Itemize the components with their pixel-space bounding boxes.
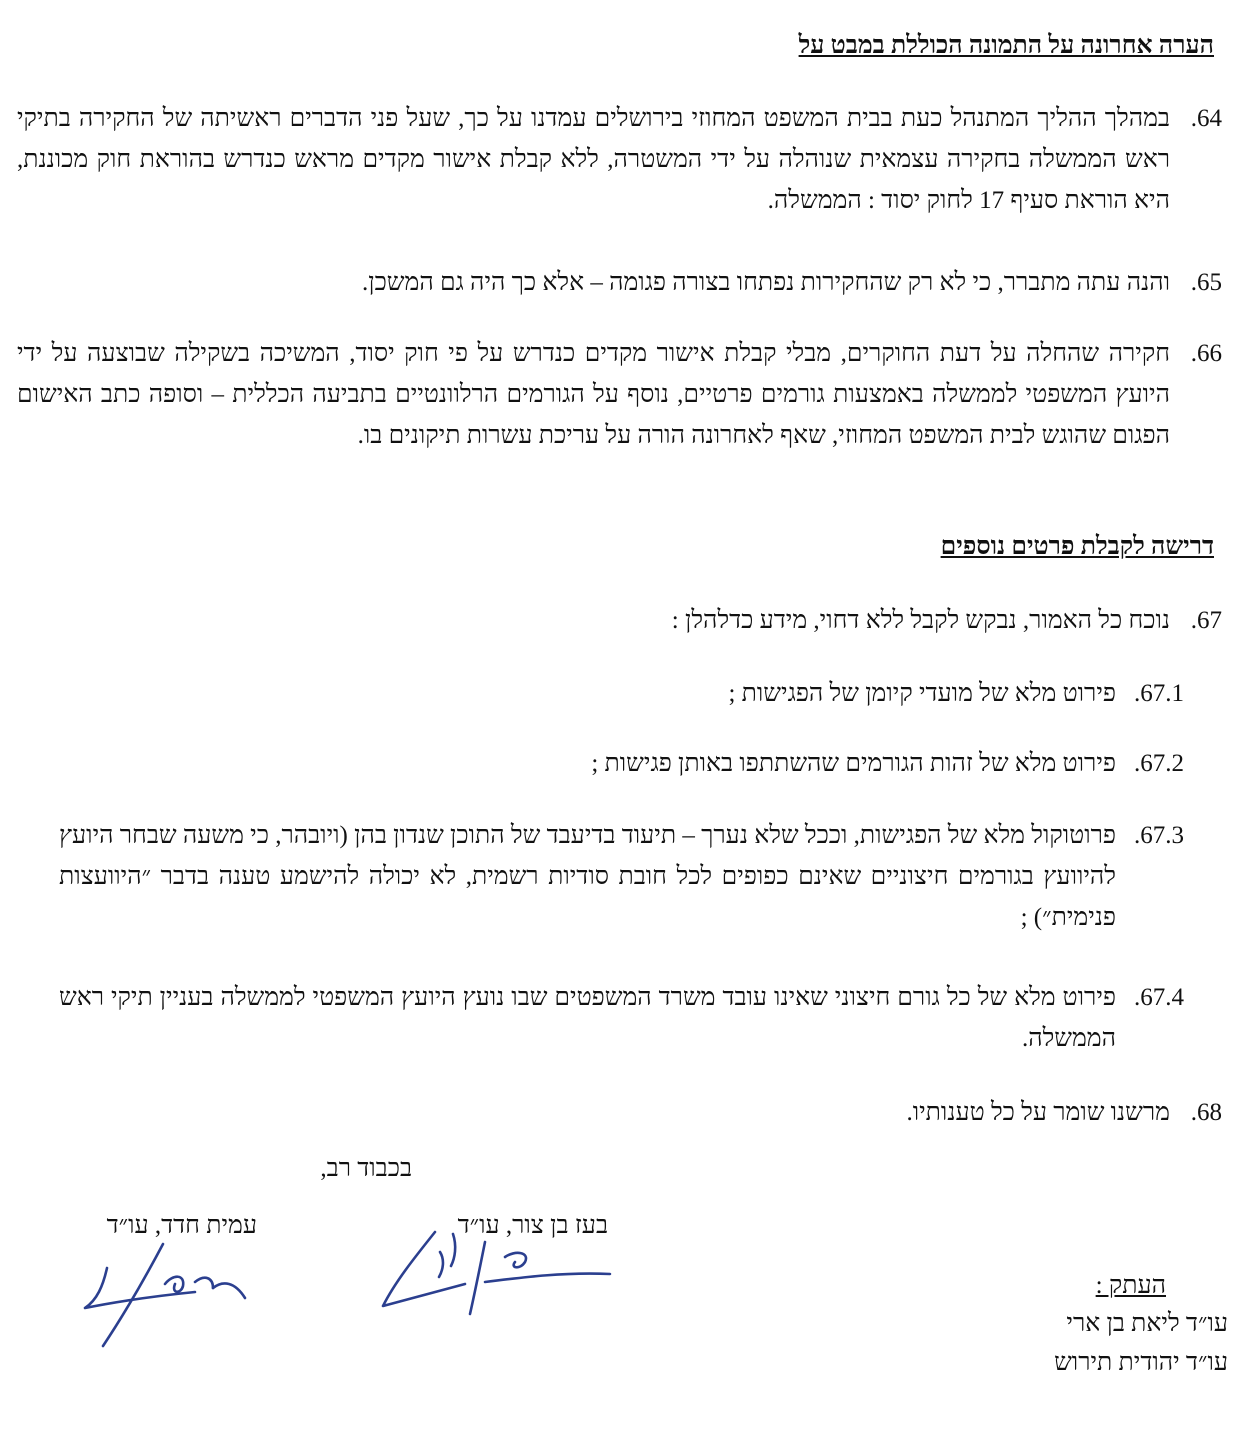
sub-item-67-2 [59, 743, 1184, 784]
signer-name-2: עמית חדד, עו״ד [106, 1212, 257, 1239]
signature-1-icon [375, 1222, 625, 1322]
sub-item-number: 67.4. [1134, 984, 1184, 1011]
paragraph-text: חקירה שהחלה על דעת החוקרים, מבלי קבלת אישור מקדים כנדרש על פי חוק יסוד, המשיכה בשקילה שבוצעה על ידי היועץ המשפטי לממשלה באמצעות גורמים פרטיים, נוסף על הגורמים הרלוונטיים בתביעה הכללית – וסופה כתב האישום הפגום שהוגש לבית המשפט המחוזי, שאף לאחרונה הורה על עריכת עשרות תיקונים בו. [17, 340, 1170, 449]
heading-final-note: הערה אחרונה על התמונה הכוללת במבט על [798, 32, 1214, 59]
sub-item-67-1 [59, 673, 1184, 714]
paragraph-66 [17, 333, 1222, 456]
paragraph-67 [17, 600, 1222, 641]
signature-2-icon [45, 1238, 255, 1353]
sub-item-number: 67.2. [1134, 750, 1184, 777]
paragraph-text: נוכח כל האמור, נבקש לקבל ללא דחוי, מידע כדלהלן : [671, 607, 1170, 634]
paragraph-text: במהלך ההליך המתנהל כעת בבית המשפט המחוזי בירושלים עמדנו על כך, שעל פני הדברים ראשיתה של החקירה בתיקי ראש הממשלה בחקירה עצמאית שנוהלה על ידי המשטרה, ללא קבלת אישור מקדים מראש כנדרש בהוראת חוק מכוננת, היא הוראת סעיף 17 לחוק יסוד : הממשלה. [17, 105, 1170, 214]
paragraph-number: 67. [1190, 607, 1222, 634]
paragraph-text: והנה עתה מתברר, כי לא רק שהחקירות נפתחו בצורה פגומה – אלא כך היה גם המשכן. [361, 269, 1170, 296]
paragraph-64 [17, 98, 1222, 221]
paragraph-68 [17, 1092, 1222, 1133]
copy-label: העתק : [1095, 1272, 1166, 1299]
paragraph-65 [17, 262, 1222, 303]
sub-item-number: 67.1. [1134, 680, 1184, 707]
sub-item-text: פירוט מלא של זהות הגורמים שהשתתפו באותן פגישות ; [591, 750, 1116, 777]
paragraph-number: 65. [1190, 269, 1222, 296]
heading-request-details: דרישה לקבלת פרטים נוספים [940, 533, 1214, 560]
paragraph-number: 64. [1190, 105, 1222, 132]
sub-item-67-4 [59, 977, 1184, 1059]
sub-item-number: 67.3. [1134, 822, 1184, 849]
closing-regards: בכבוד רב, [320, 1155, 412, 1182]
sub-item-text: פרוטוקול מלא של הפגישות, וככל שלא נערך – תיעוד בדיעבד של התוכן שנדון בהן (ויובהר, כי משעה שבחר היועץ להיוועץ בגורמים חיצוניים שאינם כפופים לכל חובת סודיות רשמית, לא יכולה להישמע טענה בדבר ״היוועצות פנימית״) ; [59, 822, 1116, 931]
copy-recipient: עו״ד יהודית תירוש [1054, 1349, 1228, 1376]
sub-item-text: פירוט מלא של כל גורם חיצוני שאינו עובד משרד המשפטים שבו נועץ היועץ המשפטי לממשלה בעניין תיקי ראש הממשלה. [59, 984, 1116, 1052]
signer-name-1: בעז בן צור, עו״ד [457, 1212, 608, 1239]
copy-recipient: עו״ד ליאת בן ארי [1066, 1310, 1228, 1337]
paragraph-number: 68. [1190, 1099, 1222, 1126]
paragraph-text: מרשנו שומר על כל טענותיו. [906, 1099, 1170, 1126]
paragraph-number: 66. [1190, 340, 1222, 367]
sub-item-text: פירוט מלא של מועדי קיומן של הפגישות ; [728, 680, 1116, 707]
sub-item-67-3 [59, 815, 1184, 938]
